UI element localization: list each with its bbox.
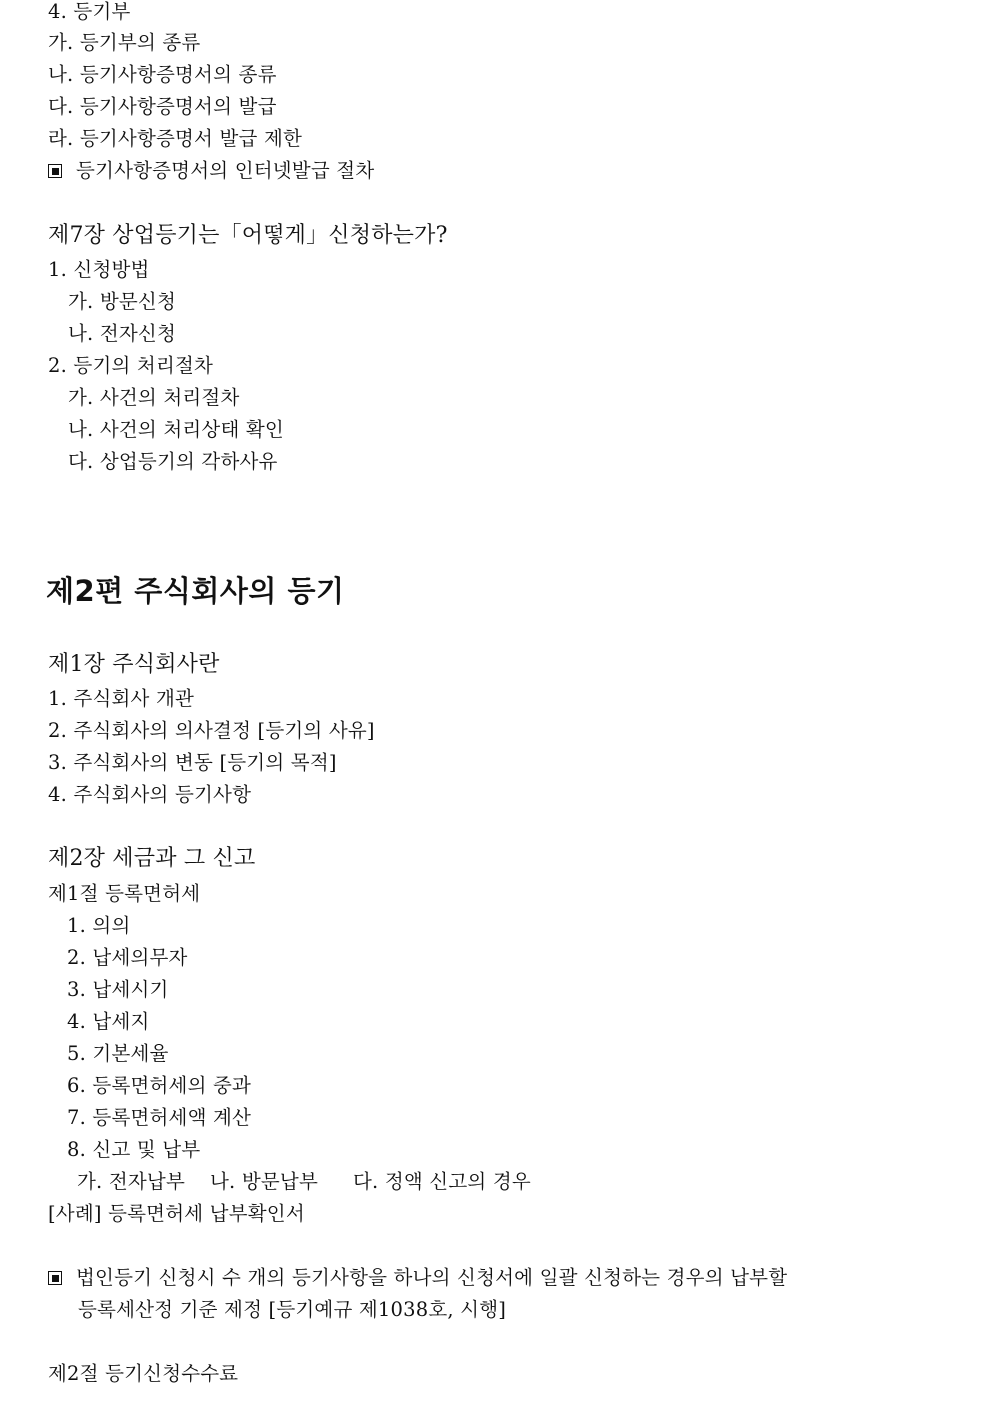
toc-note-text: 등기사항증명서의 인터넷발급 절차 <box>76 159 375 182</box>
part-title: 제2편 주식회사의 등기 <box>46 574 345 608</box>
toc-item: 나. 사건의 처리상태 확인 <box>68 418 284 441</box>
chapter-title: 제7장 상업등기는「어떻게」신청하는가? <box>48 223 448 248</box>
toc-item: 4. 주식회사의 등기사항 <box>48 783 252 806</box>
toc-sub-item: 다. 정액 신고의 경우 <box>353 1170 531 1193</box>
toc-item: 1. 신청방법 <box>48 258 150 281</box>
section-title: 제2절 등기신청수수료 <box>48 1362 239 1385</box>
toc-item: 6. 등록면허세의 중과 <box>67 1074 252 1097</box>
toc-item: 5. 기본세율 <box>67 1042 169 1065</box>
toc-item: 나. 등기사항증명서의 종류 <box>48 63 277 86</box>
toc-item: 2. 등기의 처리절차 <box>48 354 214 377</box>
toc-item: 3. 납세시기 <box>67 978 169 1001</box>
toc-sub-item: 나. 방문납부 <box>210 1170 318 1193</box>
square-bullet-icon <box>48 1271 62 1285</box>
example-item: [사례] 등록면허세 납부확인서 <box>48 1202 305 1225</box>
toc-item: 3. 주식회사의 변동 [등기의 목적] <box>48 751 337 774</box>
chapter-title: 제1장 주식회사란 <box>48 652 220 677</box>
toc-item: 1. 주식회사 개관 <box>48 687 195 710</box>
toc-item: 1. 의의 <box>67 914 131 937</box>
toc-item: 나. 전자신청 <box>68 322 176 345</box>
toc-item: 2. 납세의무자 <box>67 946 188 969</box>
toc-item: 7. 등록면허세액 계산 <box>67 1106 252 1129</box>
toc-sub-item: 가. 전자납부 <box>77 1170 185 1193</box>
toc-item: 다. 등기사항증명서의 발급 <box>48 95 277 118</box>
toc-item: 라. 등기사항증명서 발급 제한 <box>48 127 303 150</box>
section-title: 제1절 등록면허세 <box>48 882 201 905</box>
toc-note-text: 법인등기 신청시 수 개의 등기사항을 하나의 신청서에 일괄 신청하는 경우의 납부할 <box>76 1266 788 1289</box>
toc-item: 4. 등기부 <box>48 0 131 23</box>
toc-item: 2. 주식회사의 의사결정 [등기의 사유] <box>48 719 375 742</box>
toc-note <box>48 159 374 183</box>
toc-note <box>48 1266 787 1290</box>
chapter-title: 제2장 세금과 그 신고 <box>48 846 256 871</box>
toc-item: 가. 사건의 처리절차 <box>68 386 240 409</box>
toc-item: 8. 신고 및 납부 <box>67 1138 201 1161</box>
toc-item: 가. 등기부의 종류 <box>48 31 201 54</box>
square-bullet-icon <box>48 164 62 178</box>
toc-item: 4. 납세지 <box>67 1010 150 1033</box>
toc-item: 가. 방문신청 <box>68 290 176 313</box>
toc-item: 다. 상업등기의 각하사유 <box>68 450 278 473</box>
toc-note-continuation: 등록세산정 기준 제정 [등기예규 제1038호, 시행] <box>78 1298 507 1321</box>
